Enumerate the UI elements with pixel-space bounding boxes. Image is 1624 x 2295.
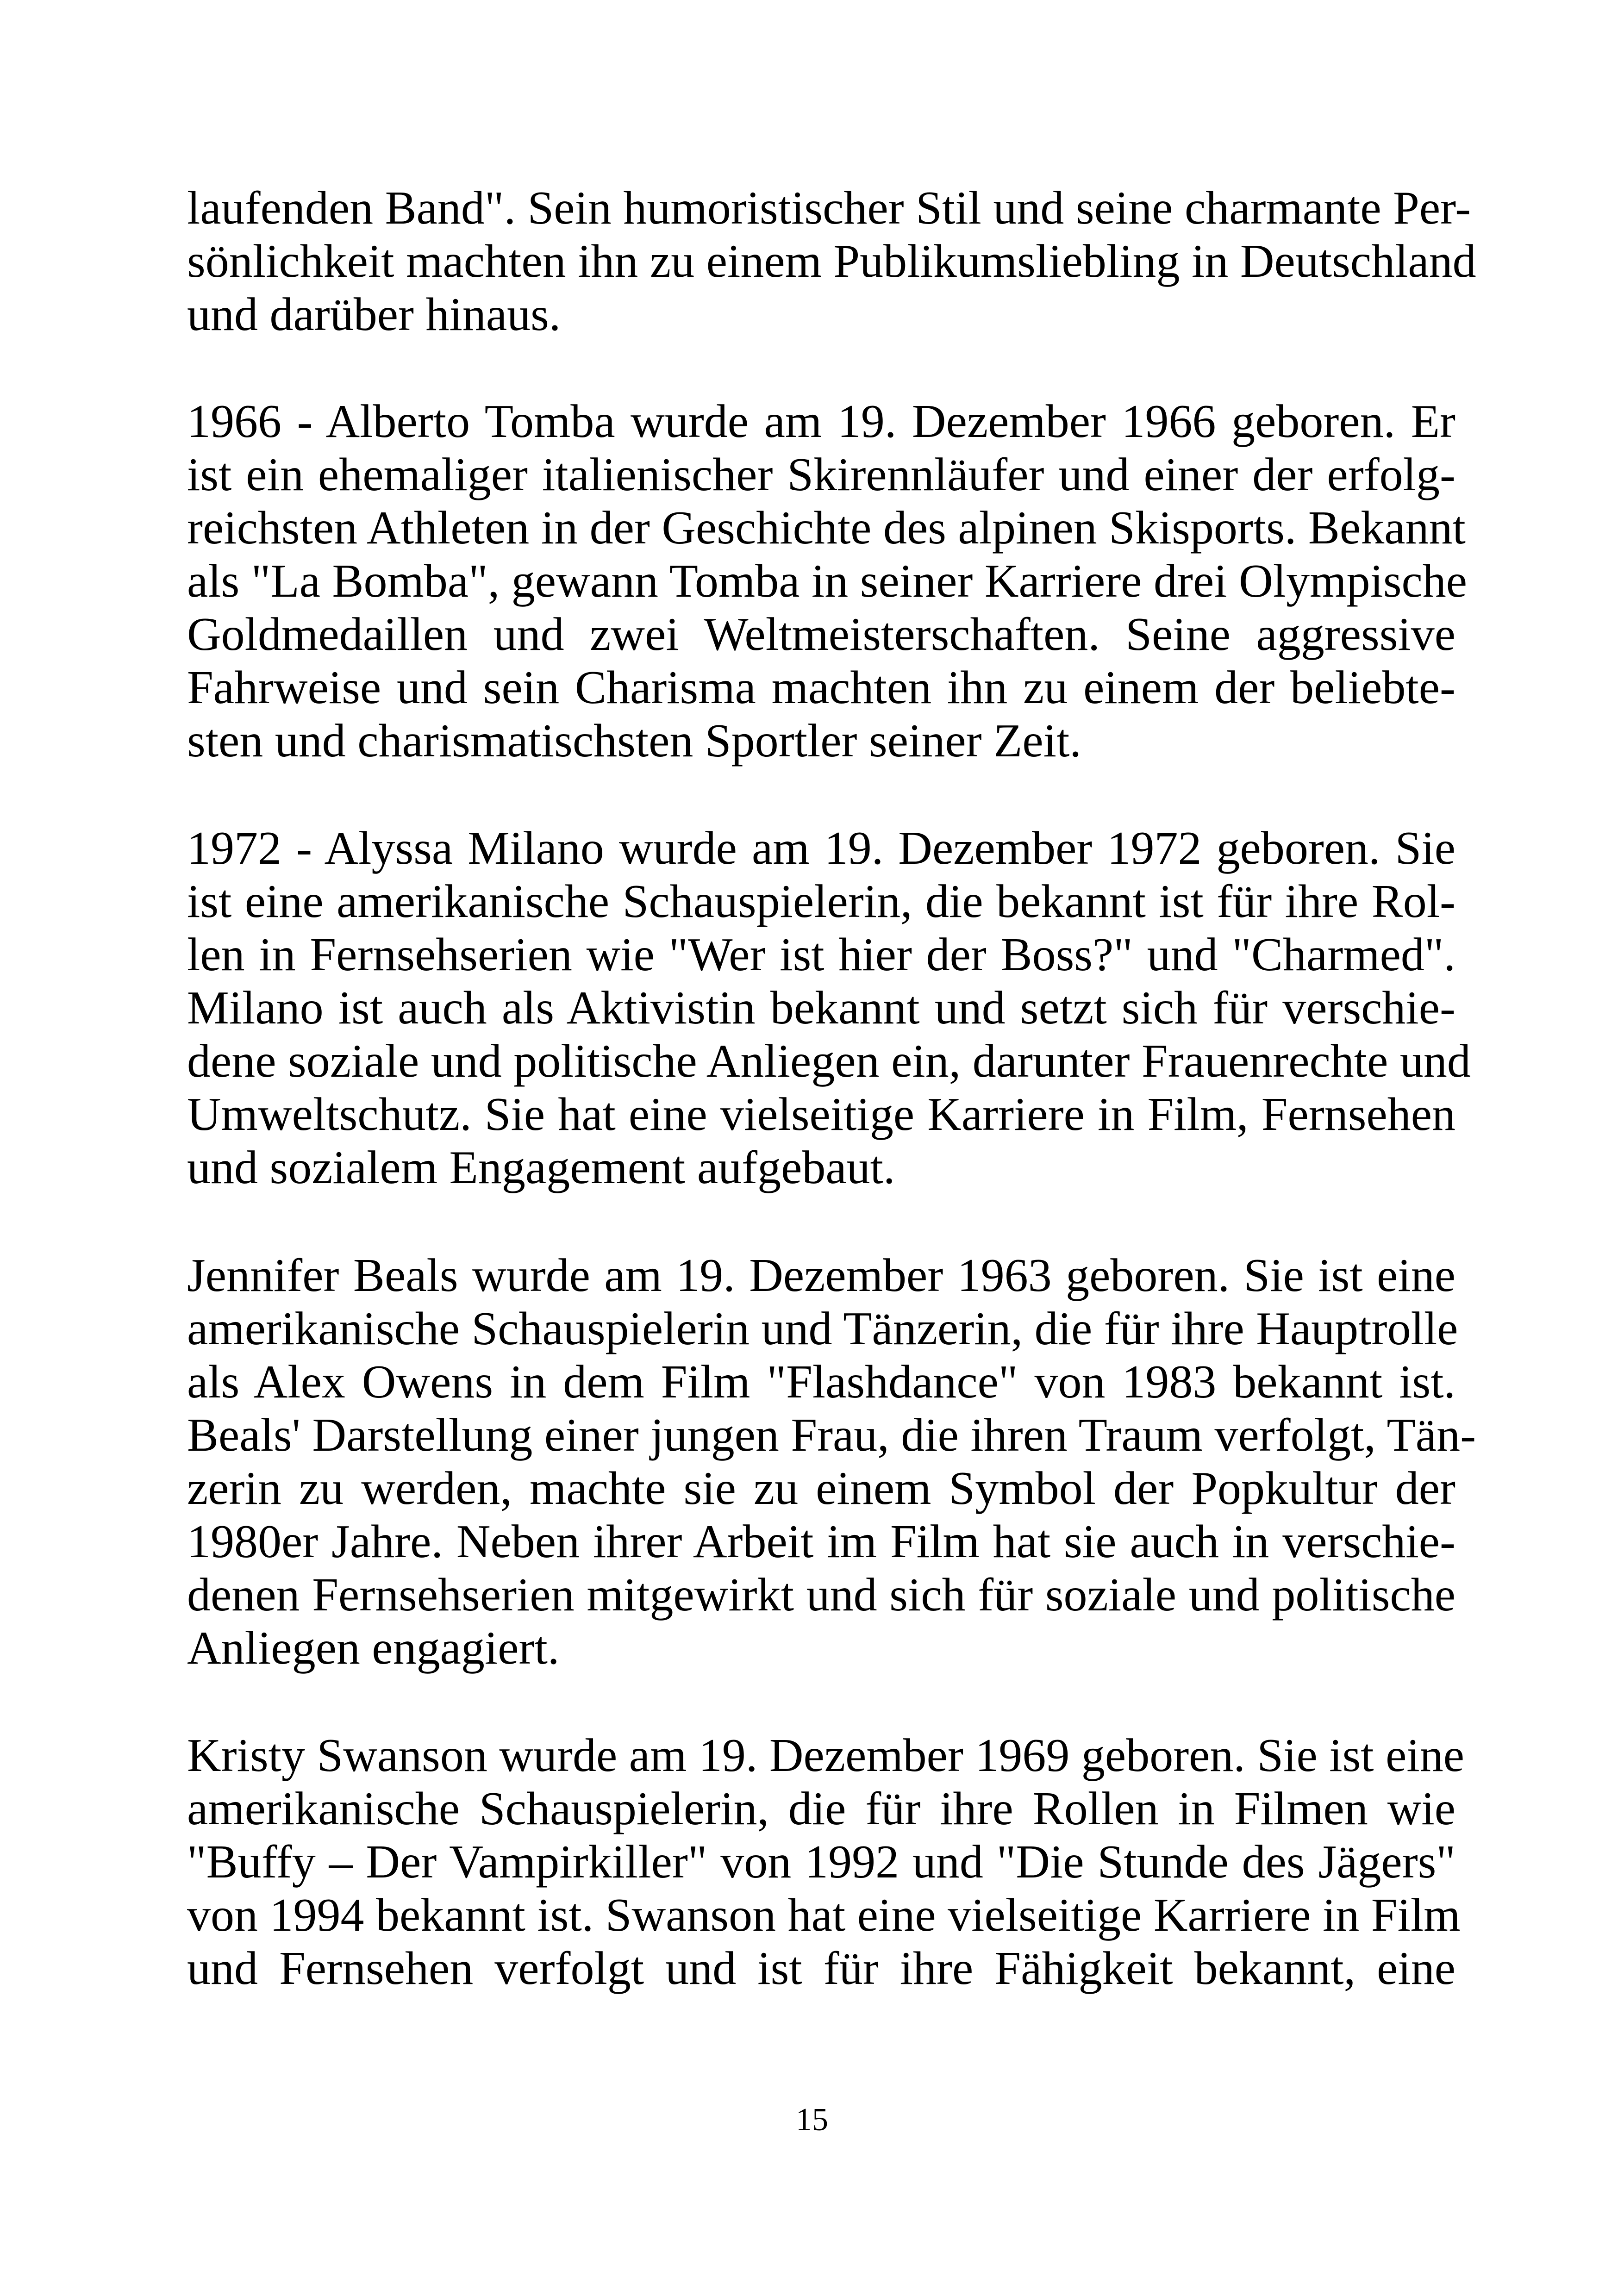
paragraph-line: als Alex Owens in dem Film "Flashdance" von 1983 bekannt ist.: [187, 1356, 1455, 1408]
paragraph-line: 1980er Jahre. Neben ihrer Arbeit im Film hat sie auch in verschie-: [187, 1515, 1455, 1568]
paragraph-line: und sozialem Engagement aufgebaut.: [187, 1141, 895, 1194]
paragraph-line: Beals' Darstellung einer jungen Frau, die ihren Traum verfolgt, Tän-: [187, 1409, 1476, 1461]
paragraph-line: Jennifer Beals wurde am 19. Dezember 1963 geboren. Sie ist eine: [187, 1249, 1455, 1302]
paragraph-line: als "La Bomba", gewann Tomba in seiner Karriere drei Olympische: [187, 555, 1468, 607]
paragraph-1: [187, 181, 1476, 341]
paragraph-line: "Buffy – Der Vampirkiller" von 1992 und "Die Stunde des Jägers": [187, 1836, 1455, 1888]
paragraph-line: amerikanische Schauspielerin, die für ihre Rollen in Filmen wie: [187, 1783, 1455, 1835]
paragraph-line: Kristy Swanson wurde am 19. Dezember 1969 geboren. Sie ist eine: [187, 1729, 1465, 1782]
paragraph-4: [187, 1249, 1476, 1675]
paragraph-line: 1966 - Alberto Tomba wurde am 19. Dezember 1966 geboren. Er: [187, 395, 1455, 448]
paragraph-line: amerikanische Schauspielerin und Tänzerin, die für ihre Hauptrolle: [187, 1303, 1458, 1355]
page-number: 15: [796, 2102, 828, 2138]
paragraph-line: zerin zu werden, machte sie zu einem Symbol der Popkultur der: [187, 1462, 1455, 1515]
paragraph-2: [187, 395, 1468, 767]
paragraph-5: [187, 1729, 1465, 1995]
paragraph-line: len in Fernsehserien wie "Wer ist hier der Boss?" und "Charmed".: [187, 929, 1455, 981]
paragraph-line: laufenden Band". Sein humoristischer Stil und seine charmante Per-: [187, 182, 1471, 234]
paragraph-line: Anliegen engagiert.: [187, 1622, 560, 1674]
paragraph-3: [187, 822, 1471, 1194]
paragraph-line: ist eine amerikanische Schauspielerin, die bekannt ist für ihre Rol-: [187, 875, 1455, 928]
paragraph-line: Umweltschutz. Sie hat eine vielseitige Karriere in Film, Fernsehen: [187, 1088, 1455, 1141]
paragraph-line: reichsten Athleten in der Geschichte des alpinen Skisports. Bekannt: [187, 502, 1466, 554]
paragraph-line: Fahrweise und sein Charisma machten ihn zu einem der beliebte-: [187, 661, 1455, 714]
paragraph-line: und darüber hinaus.: [187, 288, 561, 341]
paragraph-line: dene soziale und politische Anliegen ein, darunter Frauenrechte und: [187, 1035, 1471, 1087]
paragraph-line: von 1994 bekannt ist. Swanson hat eine vielseitige Karriere in Film: [187, 1889, 1461, 1941]
paragraph-line: sönlichkeit machten ihn zu einem Publikumsliebling in Deutschland: [187, 235, 1476, 287]
paragraph-line: ist ein ehemaliger italienischer Skirennläufer und einer der erfolg-: [187, 449, 1455, 501]
paragraph-line: denen Fernsehserien mitgewirkt und sich für soziale und politische: [187, 1569, 1455, 1621]
paragraph-line: sten und charismatischsten Sportler seiner Zeit.: [187, 715, 1081, 767]
paragraph-line: Milano ist auch als Aktivistin bekannt und setzt sich für verschie-: [187, 982, 1455, 1034]
paragraph-line: 1972 - Alyssa Milano wurde am 19. Dezember 1972 geboren. Sie: [187, 822, 1455, 874]
paragraph-line: und Fernsehen verfolgt und ist für ihre Fähigkeit bekannt, eine: [187, 1942, 1455, 1995]
paragraph-line: Goldmedaillen und zwei Weltmeisterschaften. Seine aggressive: [187, 608, 1455, 661]
